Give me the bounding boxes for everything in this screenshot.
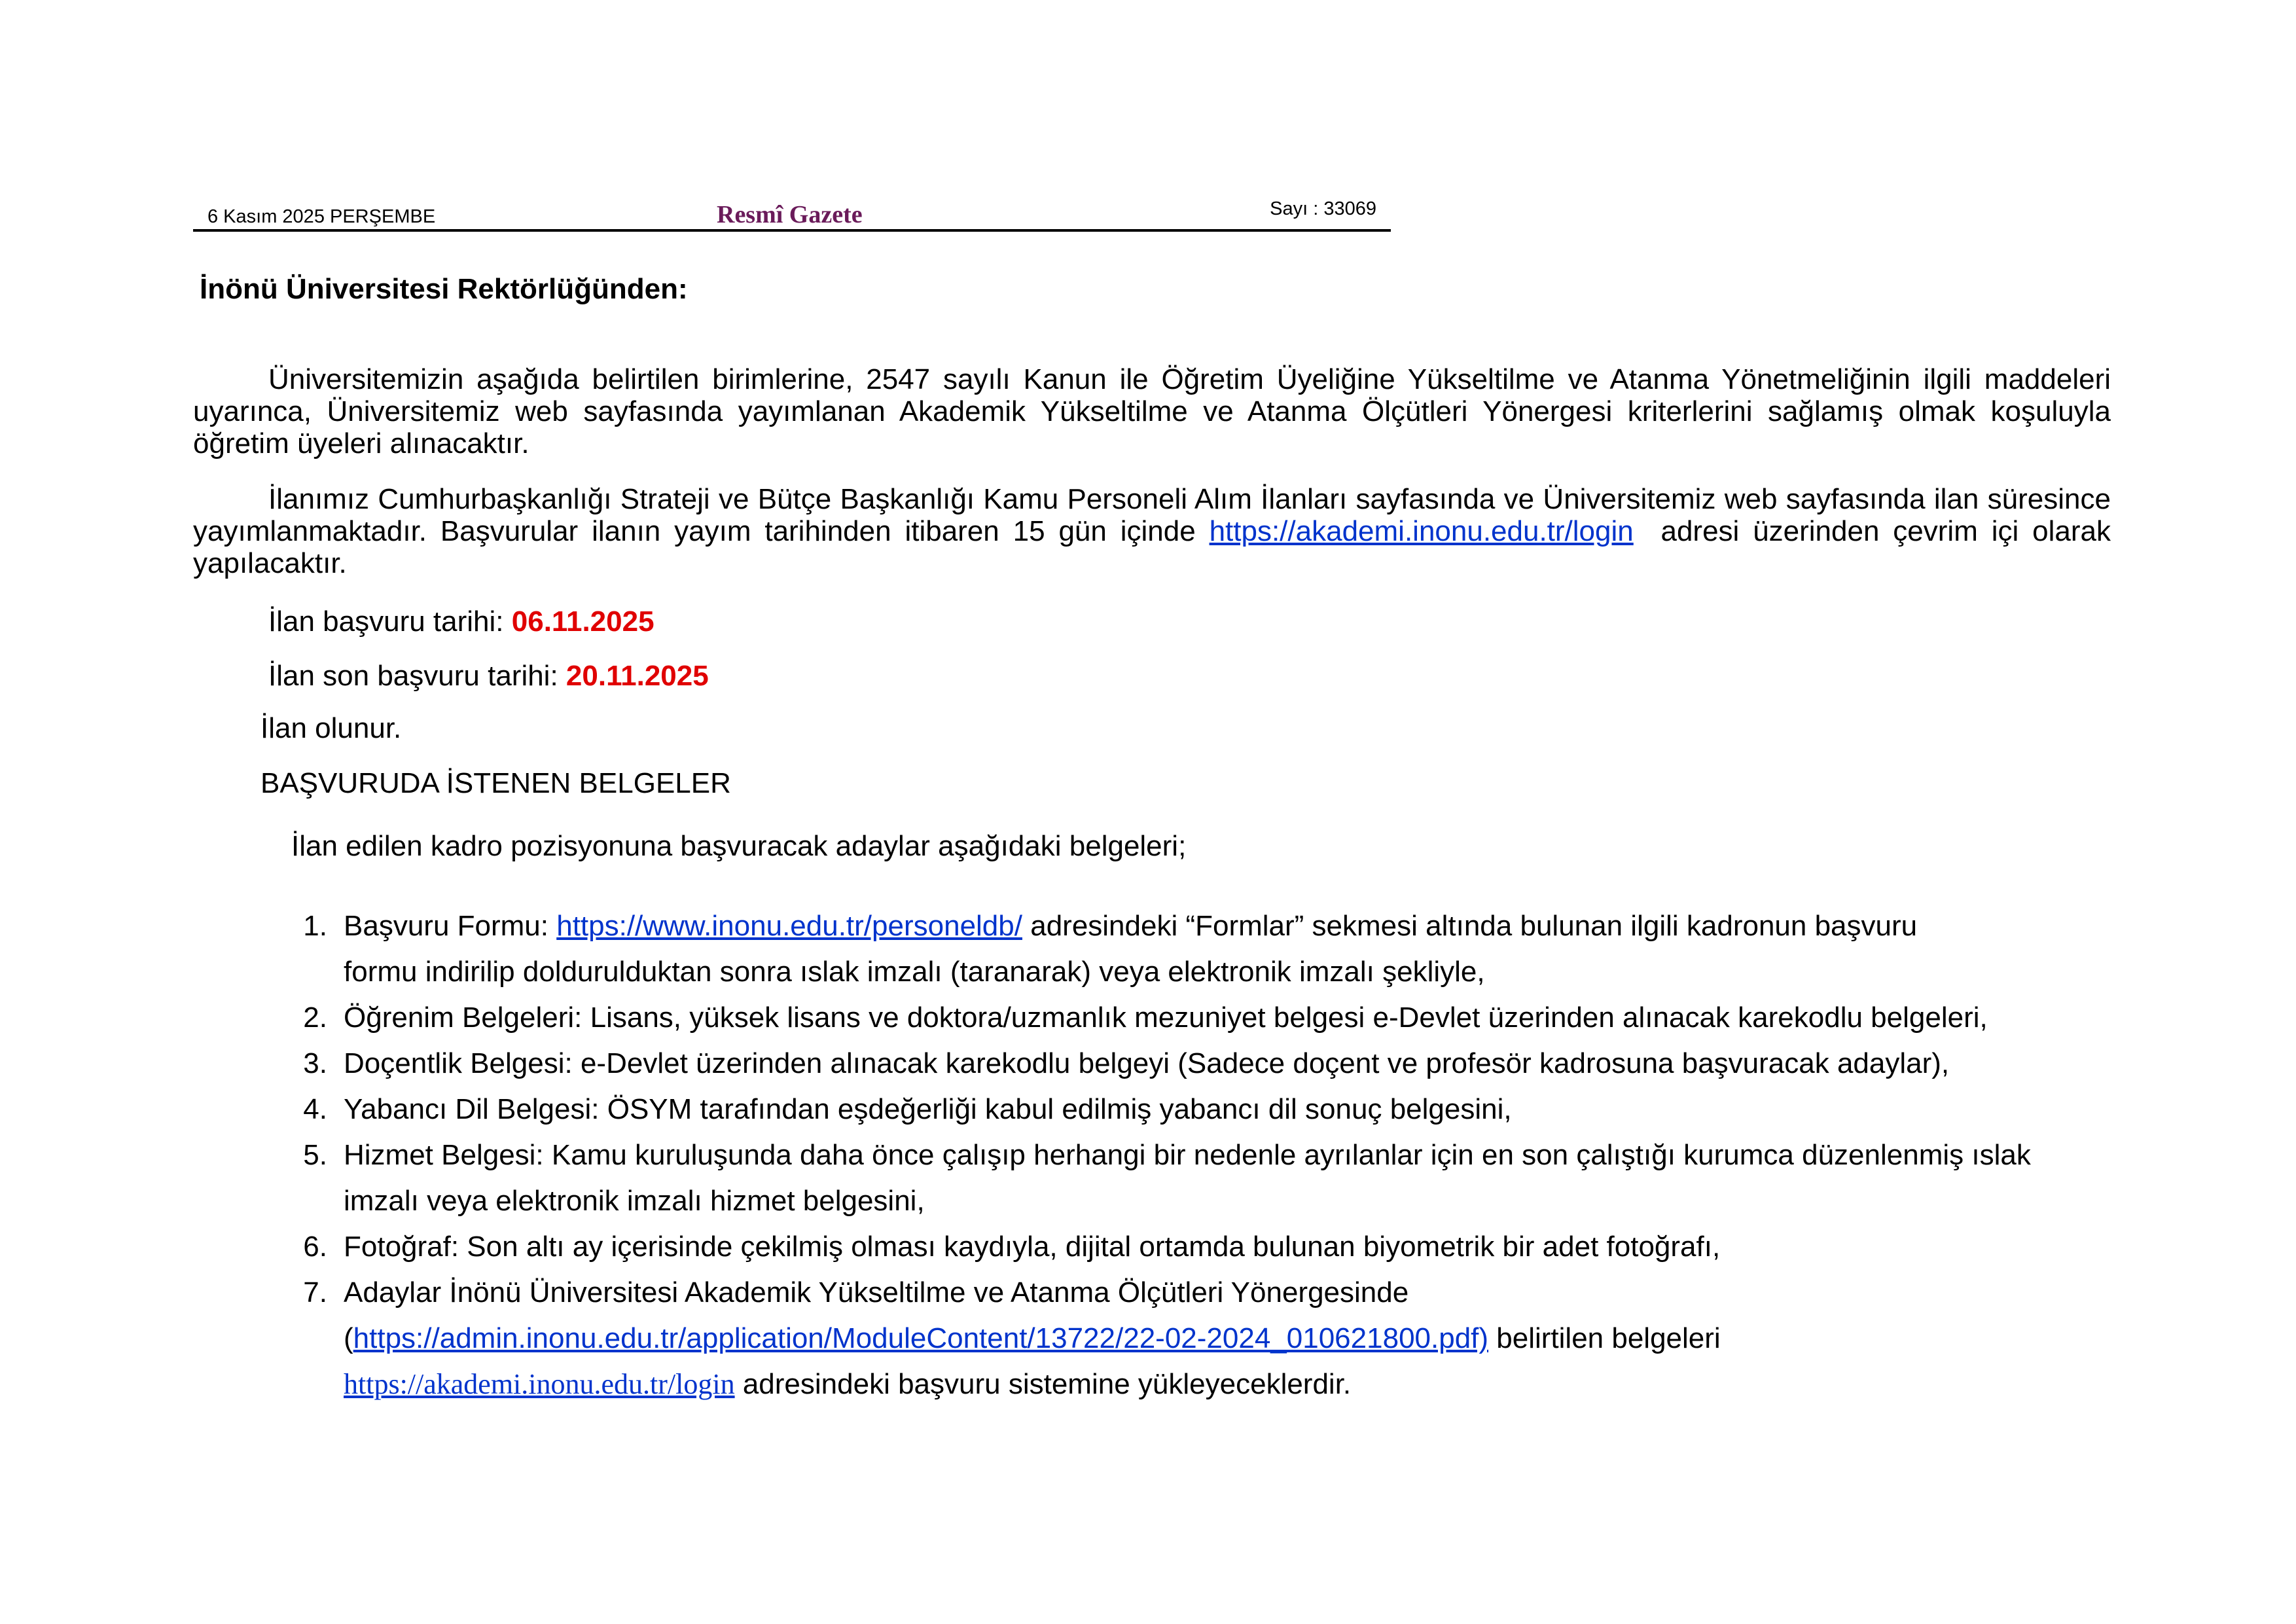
list-number: 6. bbox=[303, 1231, 327, 1263]
list-item bbox=[288, 1224, 2121, 1270]
start-date-value: 06.11.2025 bbox=[511, 605, 655, 638]
item-text: adresindeki başvuru sistemine yükleyeceklerdir. bbox=[742, 1368, 1352, 1400]
list-item bbox=[288, 903, 2121, 995]
list-item bbox=[288, 1041, 2121, 1087]
intro-paragraph: Üniversitemizin aşağıda belirtilen birimlerine, 2547 sayılı Kanun ile Öğretim Üyeliğine Yükseltilme ve Atanma Yönetmeliğinin ilgili maddeleri uyarınca, Üniversitemiz web sayfasında yayımlanan Akademik Yükseltilme ve Atanma Ölçütleri Yönergesi kriterlerini sağlamış olmak koşuluyla öğretim üyeleri alınacaktır. bbox=[193, 363, 2111, 460]
end-date-label: İlan son başvuru tarihi: bbox=[268, 660, 558, 692]
item-text: Başvuru Formu: bbox=[344, 910, 548, 942]
item-text: belirtilen belgeleri bbox=[1496, 1322, 1721, 1354]
item-text: Yabancı Dil Belgesi: ÖSYM tarafından eşdeğerliği kabul edilmiş yabancı dil sonuç belgesini, bbox=[344, 1093, 1512, 1125]
item-text: Fotoğraf: Son altı ay içerisinde çekilmiş olması kaydıyla, dijital ortamda bulunan biyometrik bir adet fotoğrafı, bbox=[344, 1231, 1721, 1263]
application-paragraph bbox=[193, 483, 2111, 579]
list-item bbox=[288, 1270, 2121, 1407]
yonerge-pdf-link[interactable]: https://admin.inonu.edu.tr/application/ModuleContent/13722/22-02-2024_010621800.pdf) bbox=[353, 1322, 1489, 1354]
gazette-header bbox=[193, 190, 1391, 232]
personeldb-link[interactable]: https://www.inonu.edu.tr/personeldb/ bbox=[556, 910, 1022, 942]
item-text: Öğrenim Belgeleri: Lisans, yüksek lisans ve doktora/uzmanlık mezuniyet belgesi e-Devlet üzerinden alınacak karekodlu belgeleri, bbox=[344, 1001, 1988, 1034]
list-item bbox=[288, 1087, 2121, 1132]
header-issue-number: Sayı : 33069 bbox=[1270, 198, 1376, 219]
akademi-login-link[interactable]: https://akademi.inonu.edu.tr/login bbox=[1209, 515, 1634, 547]
start-date-line bbox=[268, 605, 655, 638]
list-number: 2. bbox=[303, 1001, 327, 1034]
list-number: 3. bbox=[303, 1047, 327, 1079]
application-text-after: adresi üzerinden çevrim içi olarak yapılacaktır. bbox=[193, 515, 2111, 579]
item-text: Hizmet Belgesi: Kamu kuruluşunda daha önce çalışıp herhangi bir nedenle ayrılanlar için en son çalıştığı kurumca düzenlenmiş ıslak bbox=[344, 1139, 2031, 1171]
documents-heading: BAŞVURUDA İSTENEN BELGELER bbox=[260, 767, 731, 799]
header-title: Resmî Gazete bbox=[717, 201, 863, 228]
documents-list bbox=[288, 903, 2121, 1407]
documents-intro: İlan edilen kadro pozisyonuna başvuracak adaylar aşağıdaki belgeleri; bbox=[291, 830, 1187, 862]
item-text: Doçentlik Belgesi: e-Devlet üzerinden alınacak karekodlu belgeyi (Sadece doçent ve profesör kadrosuna başvuracak adaylar), bbox=[344, 1047, 1950, 1079]
end-date-value: 20.11.2025 bbox=[565, 660, 709, 692]
akademi-login-link-2[interactable]: https://akademi.inonu.edu.tr/login bbox=[344, 1368, 735, 1400]
item-text: ( bbox=[344, 1322, 353, 1354]
item-text: imzalı veya elektronik imzalı hizmet belgesini, bbox=[344, 1185, 925, 1217]
start-date-label: İlan başvuru tarihi: bbox=[268, 605, 504, 638]
list-number: 7. bbox=[303, 1276, 327, 1308]
announcement-heading: İnönü Üniversitesi Rektörlüğünden: bbox=[200, 273, 688, 305]
list-number: 4. bbox=[303, 1093, 327, 1125]
list-number: 5. bbox=[303, 1139, 327, 1171]
item-text: formu indirilip doldurulduktan sonra ıslak imzalı (taranarak) veya elektronik imzalı şekliyle, bbox=[344, 956, 1485, 988]
item-text: Adaylar İnönü Üniversitesi Akademik Yükseltilme ve Atanma Ölçütleri Yönergesinde bbox=[344, 1276, 1409, 1308]
end-date-line bbox=[268, 660, 709, 692]
application-text: İlanımız Cumhurbaşkanlığı Strateji ve Bütçe Başkanlığı Kamu Personeli Alım İlanları sayfasında ve Üniversitemiz web sayfasında ilan süresince yayımlanmaktadır. Başvurular ilanın yayım tarihinden itibaren 15 gün içinde bbox=[193, 483, 2111, 547]
item-text: adresindeki “Formlar” sekmesi altında bulunan ilgili kadronun başvuru bbox=[1030, 910, 1918, 942]
closing-text: İlan olunur. bbox=[260, 712, 402, 744]
header-date: 6 Kasım 2025 PERŞEMBE bbox=[207, 206, 436, 227]
list-number: 1. bbox=[303, 910, 327, 942]
list-item bbox=[288, 1132, 2121, 1224]
list-item bbox=[288, 995, 2121, 1041]
